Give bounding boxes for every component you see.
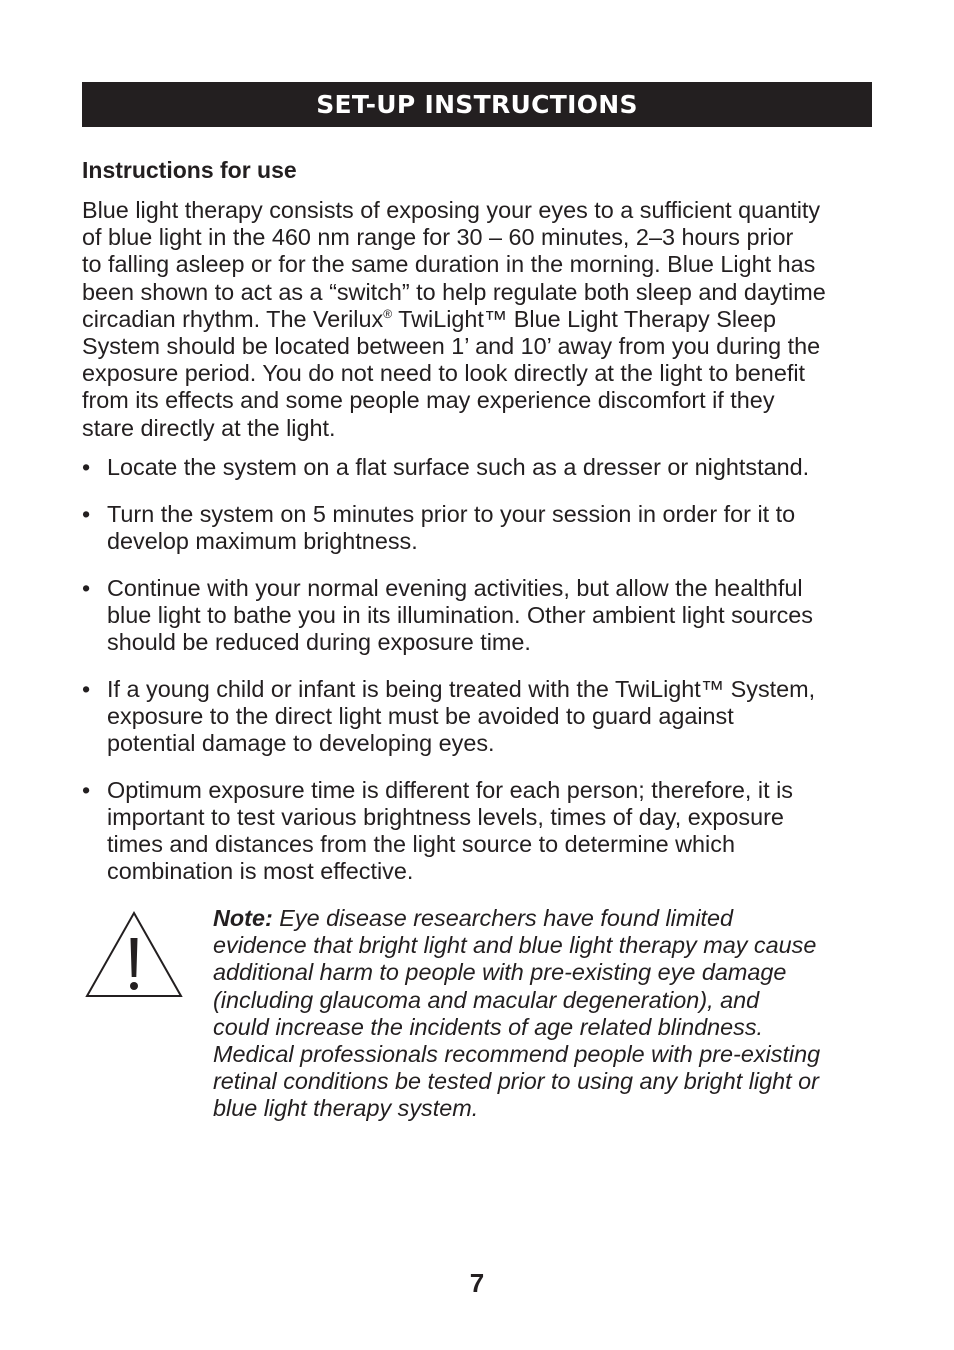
list-item-line: important to test various brightness levels, times of day, exposure (107, 804, 784, 831)
note-line: Medical professionals recommend people with pre-existing (213, 1041, 821, 1068)
bullet-icon: • (82, 776, 91, 803)
bullet-icon: • (82, 500, 91, 527)
note-text (213, 905, 893, 1123)
list-item-line: exposure to the direct light must be avoided to guard against (107, 702, 734, 729)
intro-line-end: TwiLight™ Blue Light Therapy Sleep (392, 305, 777, 332)
note-line (213, 905, 893, 932)
list-item (82, 501, 882, 555)
section-header-bar (82, 82, 872, 127)
bullet-icon: • (82, 454, 91, 480)
note-line: evidence that bright light and blue light therapy may cause (213, 932, 817, 959)
intro-paragraph (82, 197, 882, 442)
intro-line: of blue light in the 460 nm range for 30 – 60 minutes, 2–3 hours prior (82, 224, 794, 251)
note-line: (including glaucoma and macular degeneration), and (213, 986, 760, 1013)
note-line: blue light therapy system. (213, 1095, 479, 1122)
bullet-icon: • (82, 675, 91, 702)
intro-line (82, 306, 882, 333)
intro-line: System should be located between 1’ and 10’ away from you during the (82, 333, 821, 360)
list-item-line: Turn the system on 5 minutes prior to your session in order for it to (107, 500, 796, 527)
note-line: additional harm to people with pre-existing eye damage (213, 959, 787, 986)
bullet-icon: • (82, 574, 91, 601)
list-item-line: Locate the system on a flat surface such as a dresser or nightstand. (107, 454, 810, 480)
intro-line: stare directly at the light. (82, 414, 336, 441)
intro-line-start: circadian rhythm. The Verilux (82, 305, 384, 332)
note-line: retinal conditions be tested prior to using any bright light or (213, 1068, 819, 1095)
list-item-line: Optimum exposure time is different for each person; therefore, it is (107, 776, 794, 803)
warning-triangle-icon (84, 910, 184, 1000)
list-item (82, 454, 882, 481)
list-item (82, 676, 882, 758)
list-item-line: times and distances from the light source to determine which (107, 831, 735, 858)
list-item (82, 575, 882, 657)
page-title: SET-UP INSTRUCTIONS (316, 90, 638, 119)
intro-line: been shown to act as a “switch” to help regulate both sleep and daytime (82, 278, 826, 305)
page-number: 7 (469, 1268, 485, 1298)
intro-line: from its effects and some people may experience discomfort if they (82, 387, 775, 414)
list-item (82, 777, 882, 886)
section-heading: Instructions for use (82, 157, 297, 183)
instruction-list (82, 454, 882, 905)
note-line: could increase the incidents of age related blindness. (213, 1013, 764, 1040)
note-label: Note: (213, 905, 273, 931)
list-item-line: develop maximum brightness. (107, 527, 418, 554)
intro-line: to falling asleep or for the same duration in the morning. Blue Light has (82, 251, 816, 278)
list-item-line: should be reduced during exposure time. (107, 629, 531, 656)
intro-line: Blue light therapy consists of exposing your eyes to a sufficient quantity (82, 197, 821, 223)
list-item-line: If a young child or infant is being treated with the TwiLight™ System, (107, 675, 816, 702)
list-item-line: potential damage to developing eyes. (107, 730, 495, 757)
list-item-line: blue light to bathe you in its illumination. Other ambient light sources (107, 601, 814, 628)
list-item-line: combination is most effective. (107, 858, 414, 885)
registered-mark: ® (383, 306, 393, 321)
note-first-line: Eye disease researchers have found limited (272, 905, 734, 931)
intro-line: exposure period. You do not need to look directly at the light to benefit (82, 360, 806, 387)
list-item-line: Continue with your normal evening activities, but allow the healthful (107, 574, 803, 601)
warning-note (82, 905, 882, 1135)
